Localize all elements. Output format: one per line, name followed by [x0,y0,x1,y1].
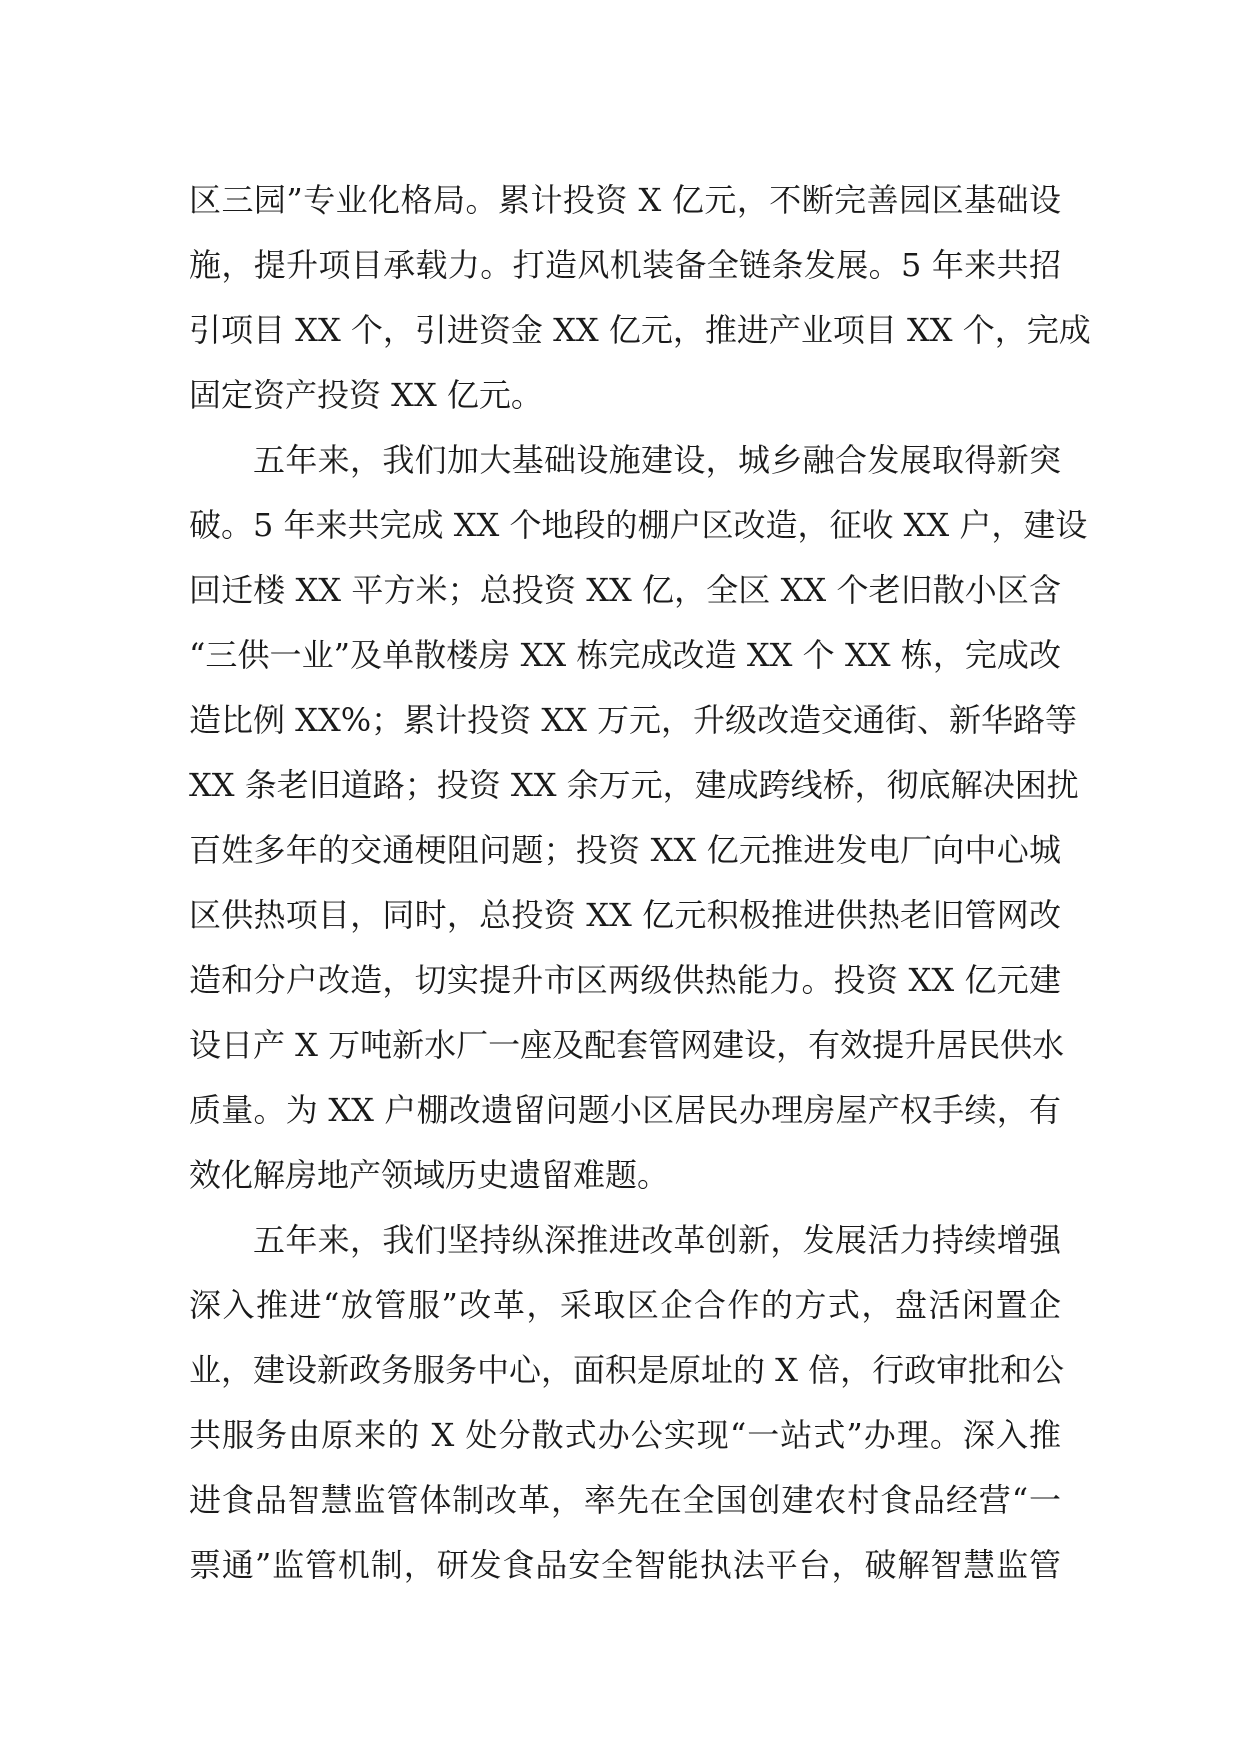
text-line: 施，提升项目承载力。打造风机装备全链条发展。5 年来共招 [189,246,1061,284]
text-line: 深入推进“放管服”改革，采取区企合作的方式，盘活闲置企 [189,1286,1061,1324]
paragraph-first-line: 五年来，我们坚持纵深推进改革创新，发展活力持续增强 [253,1221,1061,1259]
text-line: 进食品智慧监管体制改革，率先在全国创建农村食品经营“一 [189,1481,1061,1519]
text-line: 造比例 XX%；累计投资 XX 万元，升级改造交通街、新华路等 [189,701,1078,739]
text-line: 引项目 XX 个，引进资金 XX 亿元，推进产业项目 XX 个，完成 [189,311,1091,349]
text-line: 业，建设新政务服务中心，面积是原址的 X 倍，行政审批和公 [189,1351,1065,1389]
body-text [189,168,1091,1598]
text-line: XX 条老旧道路；投资 XX 余万元，建成跨线桥，彻底解决困扰 [189,766,1079,804]
text-line: 区供热项目，同时，总投资 XX 亿元积极推进供热老旧管网改 [189,896,1061,934]
text-line: “三供一业”及单散楼房 XX 栋完成改造 XX 个 XX 栋，完成改 [189,636,1061,674]
text-line: 设日产 X 万吨新水厂一座及配套管网建设，有效提升居民供水 [189,1026,1065,1064]
text-line: 固定资产投资 XX 亿元。 [189,376,543,414]
text-line: 破。5 年来共完成 XX 个地段的棚户区改造，征收 XX 户，建设 [189,506,1088,544]
text-line: 区三园”专业化格局。累计投资 X 亿元，不断完善园区基础设 [189,181,1061,219]
paragraph-first-line: 五年来，我们加大基础设施建设，城乡融合发展取得新突 [253,441,1061,479]
text-line: 共服务由原来的 X 处分散式办公实现“一站式”办理。深入推 [189,1416,1061,1454]
text-line: 造和分户改造，切实提升市区两级供热能力。投资 XX 亿元建 [189,961,1061,999]
text-line: 回迁楼 XX 平方米；总投资 XX 亿，全区 XX 个老旧散小区含 [189,571,1061,609]
text-line: 百姓多年的交通梗阻问题；投资 XX 亿元推进发电厂向中心城 [189,831,1061,869]
text-line: 质量。为 XX 户棚改遗留问题小区居民办理房屋产权手续，有 [189,1091,1061,1129]
text-line: 效化解房地产领域历史遗留难题。 [189,1156,670,1194]
text-line: 票通”监管机制，研发食品安全智能执法平台，破解智慧监管 [189,1546,1061,1584]
